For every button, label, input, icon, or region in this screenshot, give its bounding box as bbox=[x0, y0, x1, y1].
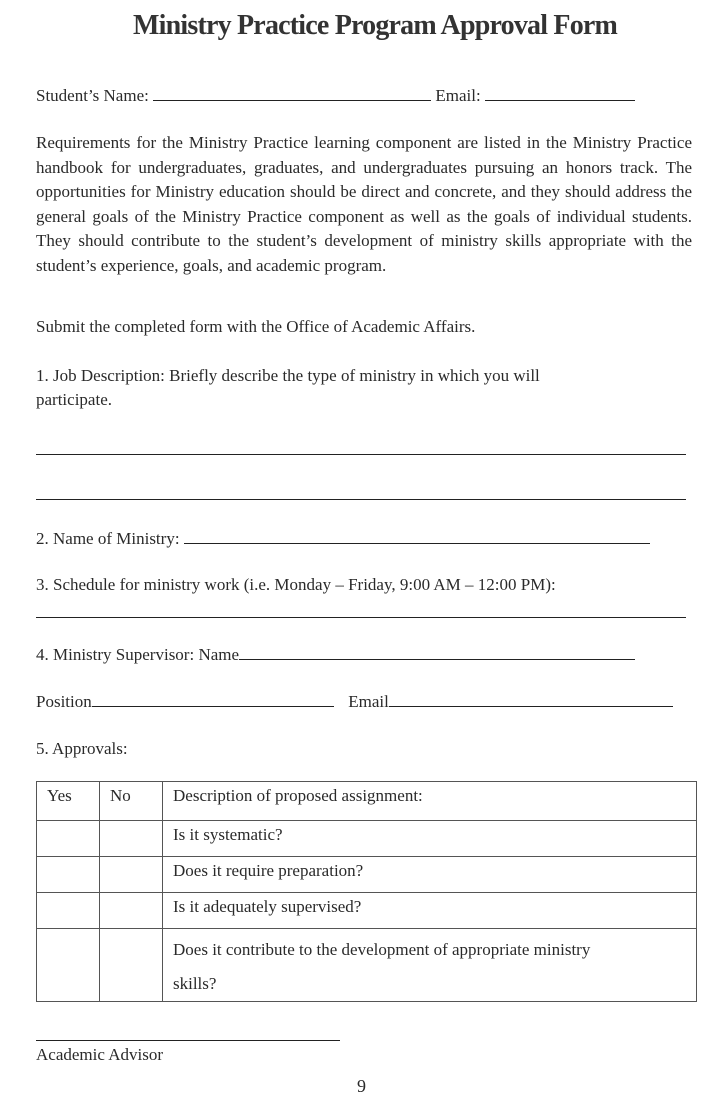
no-cell[interactable] bbox=[100, 929, 163, 1002]
table-row bbox=[37, 857, 697, 893]
no-header: No bbox=[100, 782, 163, 821]
table-row bbox=[37, 821, 697, 857]
student-name-label: Student’s Name: bbox=[36, 86, 149, 105]
no-cell[interactable] bbox=[100, 893, 163, 929]
supervisor-position-label: Position bbox=[36, 692, 92, 711]
page-number: 9 bbox=[357, 1076, 366, 1096]
ministry-name-field[interactable] bbox=[184, 529, 650, 544]
schedule-question: 3. Schedule for ministry work (i.e. Monday – Friday, 9:00 AM – 12:00 PM): bbox=[36, 575, 556, 594]
ministry-name-label: 2. Name of Ministry: bbox=[36, 529, 180, 548]
yes-cell[interactable] bbox=[37, 821, 100, 857]
supervisor-email-label: Email bbox=[348, 692, 389, 711]
no-cell[interactable] bbox=[100, 821, 163, 857]
approvals-header-row bbox=[37, 782, 697, 821]
student-email-label: Email: bbox=[435, 86, 481, 105]
advisor-signature-line[interactable] bbox=[36, 1040, 340, 1041]
supervisor-name-label: 4. Ministry Supervisor: Name bbox=[36, 645, 240, 664]
yes-cell[interactable] bbox=[37, 893, 100, 929]
yes-cell[interactable] bbox=[37, 857, 100, 893]
job-description-field-line-1[interactable] bbox=[36, 454, 686, 455]
yes-header: Yes bbox=[37, 782, 100, 821]
yes-cell[interactable] bbox=[37, 929, 100, 1002]
row-question: Is it adequately supervised? bbox=[163, 893, 697, 929]
row-question: Does it require preparation? bbox=[163, 857, 697, 893]
form-title: Ministry Practice Program Approval Form bbox=[133, 10, 618, 41]
row-question: Is it systematic? bbox=[163, 821, 697, 857]
advisor-signature-label: Academic Advisor bbox=[36, 1045, 163, 1064]
description-header: Description of proposed assignment: bbox=[163, 782, 697, 821]
student-email-field[interactable] bbox=[485, 86, 635, 101]
supervisor-position-line bbox=[36, 692, 673, 712]
submit-note: Submit the completed form with the Office of Academic Affairs. bbox=[36, 317, 476, 336]
approvals-label: 5. Approvals: bbox=[36, 739, 128, 758]
schedule-field[interactable] bbox=[36, 617, 686, 618]
supervisor-position-field[interactable] bbox=[92, 692, 334, 707]
table-row bbox=[37, 929, 697, 1002]
student-info-line bbox=[36, 86, 635, 106]
requirements-paragraph: Requirements for the Ministry Practice learning component are listed in the Ministry Practice handbook for undergraduates, graduates, and undergraduates pursuing an honors track. The opportunities for Ministry education should be direct and concrete, and they should address the general goals of the Ministry Practice component as well as the goals of individual students. They should contribute to the student’s development of ministry skills appropriate with the student’s experience, goals, and academic program. bbox=[36, 133, 692, 275]
supervisor-email-field[interactable] bbox=[389, 692, 673, 707]
approvals-table bbox=[36, 781, 697, 1002]
supervisor-name-field[interactable] bbox=[239, 645, 635, 660]
job-description-question: 1. Job Description: Briefly describe the type of ministry in which you will bbox=[36, 366, 540, 385]
row-question: Does it contribute to the development of appropriate ministry skills? bbox=[163, 929, 697, 1002]
student-name-field[interactable] bbox=[153, 86, 431, 101]
no-cell[interactable] bbox=[100, 857, 163, 893]
job-description-field-line-2[interactable] bbox=[36, 499, 686, 500]
job-description-question-cont: participate. bbox=[36, 390, 112, 409]
table-row bbox=[37, 893, 697, 929]
supervisor-name-line bbox=[36, 645, 635, 665]
ministry-name-line bbox=[36, 529, 650, 549]
